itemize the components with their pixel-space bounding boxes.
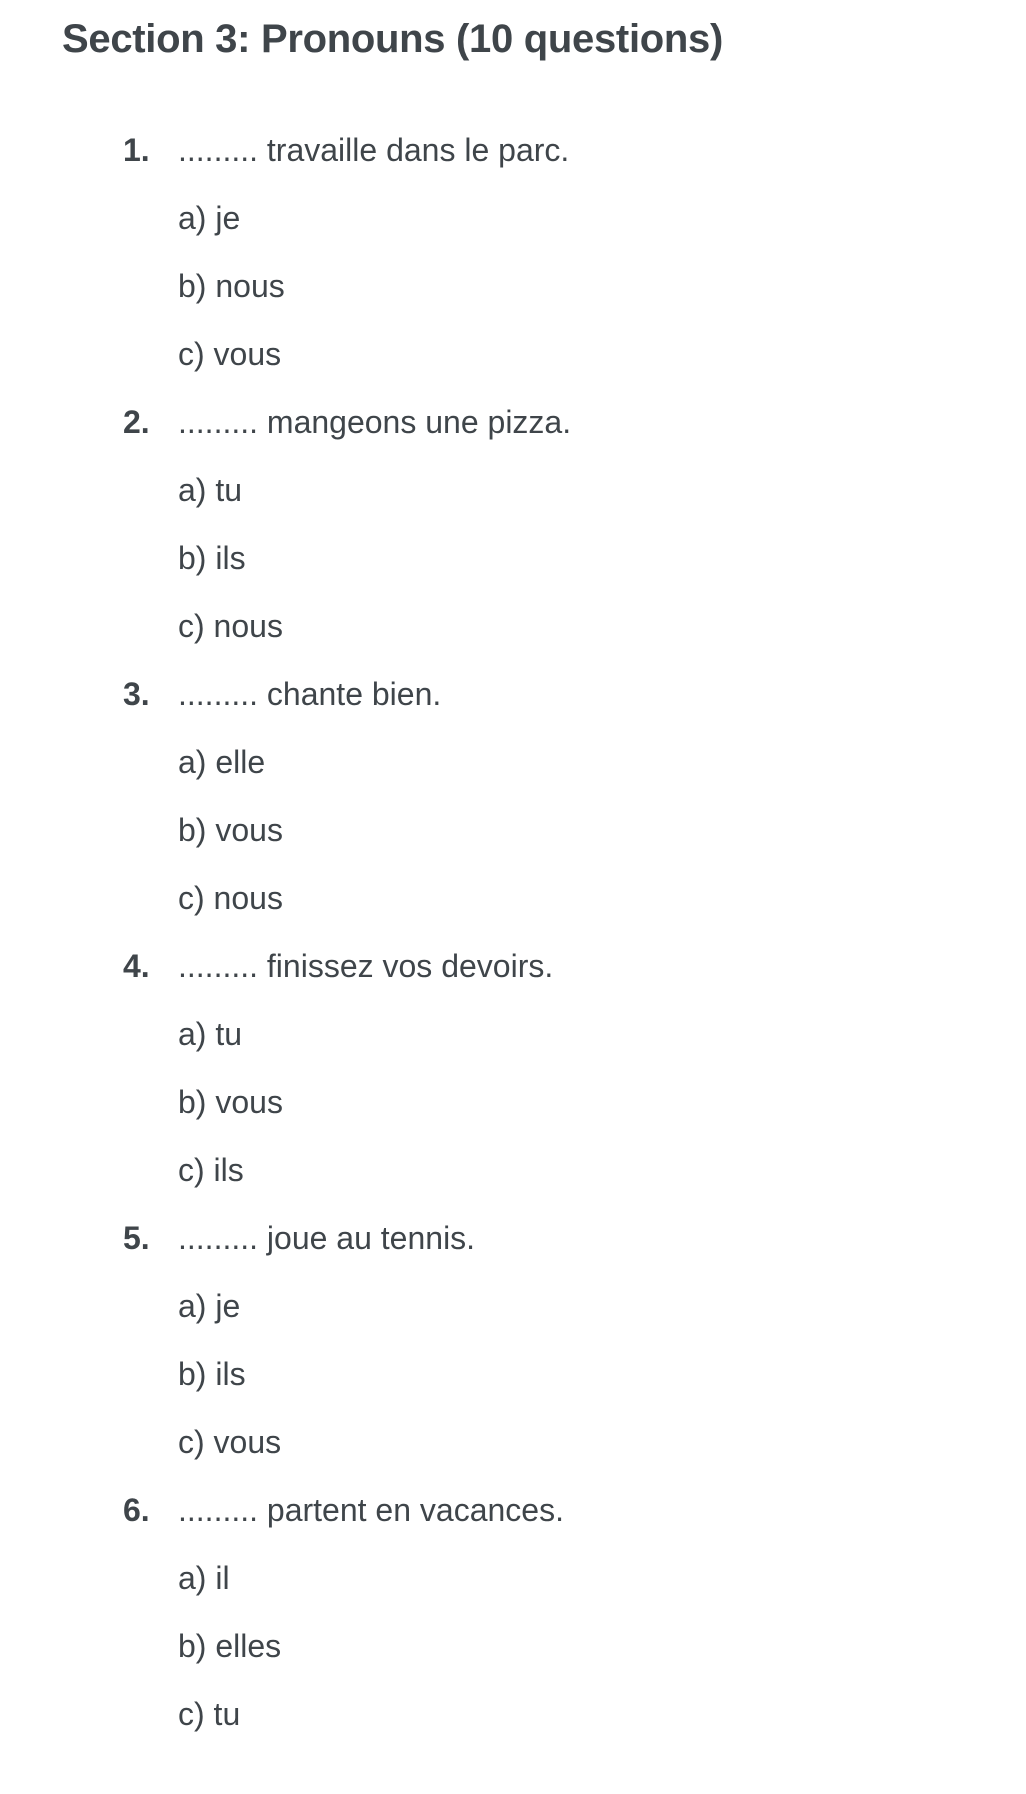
option-item: c) vous bbox=[178, 335, 282, 372]
option-item: a) je bbox=[178, 199, 241, 236]
question-row bbox=[0, 1204, 1026, 1272]
question-item bbox=[0, 1476, 1026, 1748]
question-item bbox=[0, 388, 1026, 660]
question-item bbox=[0, 116, 1026, 388]
option-item: a) elle bbox=[178, 743, 266, 780]
question-number: 3. bbox=[123, 675, 150, 712]
option-item: b) vous bbox=[178, 1083, 283, 1120]
option-item: a) il bbox=[178, 1559, 230, 1596]
question-number: 4. bbox=[123, 947, 150, 984]
section-heading: Section 3: Pronouns (10 questions) bbox=[62, 17, 723, 61]
question-item bbox=[0, 660, 1026, 932]
question-row bbox=[0, 1476, 1026, 1544]
question-text: ......... mangeons une pizza. bbox=[178, 403, 572, 440]
option-item: c) vous bbox=[178, 1423, 282, 1460]
question-row bbox=[0, 388, 1026, 456]
option-item: b) nous bbox=[178, 267, 285, 304]
question-text: ......... partent en vacances. bbox=[178, 1491, 564, 1528]
question-row bbox=[0, 660, 1026, 728]
option-item: c) tu bbox=[178, 1695, 241, 1732]
option-item: b) ils bbox=[178, 1355, 246, 1392]
question-row bbox=[0, 932, 1026, 1000]
option-item: c) nous bbox=[178, 607, 283, 644]
question-number: 5. bbox=[123, 1219, 150, 1256]
question-row bbox=[0, 116, 1026, 184]
option-item: c) nous bbox=[178, 879, 283, 916]
option-item: a) tu bbox=[178, 1015, 243, 1052]
question-number: 6. bbox=[123, 1491, 150, 1528]
question-list bbox=[0, 116, 1026, 1748]
question-text: ......... chante bien. bbox=[178, 675, 442, 712]
question-number: 2. bbox=[123, 403, 150, 440]
question-number: 1. bbox=[123, 131, 150, 168]
option-item: b) ils bbox=[178, 539, 246, 576]
option-item: c) ils bbox=[178, 1151, 244, 1188]
question-text: ......... travaille dans le parc. bbox=[178, 131, 570, 168]
question-item bbox=[0, 1204, 1026, 1476]
question-item bbox=[0, 932, 1026, 1204]
option-item: a) tu bbox=[178, 471, 243, 508]
option-item: a) je bbox=[178, 1287, 241, 1324]
question-text: ......... finissez vos devoirs. bbox=[178, 947, 554, 984]
option-item: b) vous bbox=[178, 811, 283, 848]
option-item: b) elles bbox=[178, 1627, 282, 1664]
question-text: ......... joue au tennis. bbox=[178, 1219, 476, 1256]
